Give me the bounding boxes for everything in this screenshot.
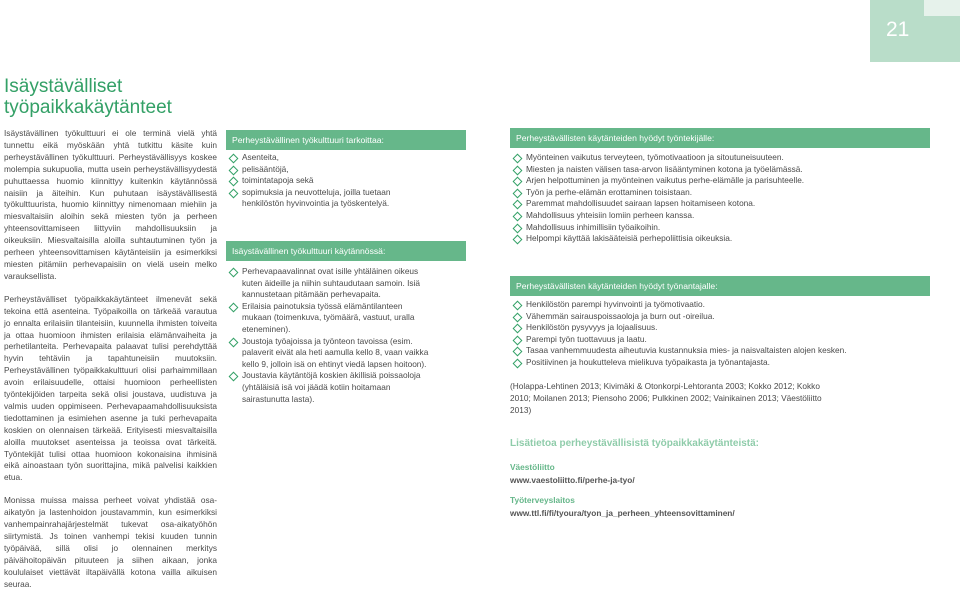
list-item: Joustoja työajoissa ja työnteon tavoissa (esim. palaverit eivät ala heti aamulla kello 8, vaan vaikka kello 9, jolloin isä on ehtinyt viedä lapsen hoitoon). <box>230 336 430 371</box>
list-item: Positiivinen ja houkutteleva mielikuva työpaikasta ja työnantajasta. <box>514 357 914 369</box>
diamond-bullet-icon <box>229 268 239 278</box>
corner-decoration <box>924 0 960 16</box>
diamond-bullet-icon <box>229 177 239 187</box>
diamond-bullet-icon <box>513 359 523 369</box>
body-column <box>4 128 217 602</box>
list-item: Perhevapaavalinnat ovat isille yhtäläinen oikeus kuten äideille ja niihin suhtaudutaan samoin. Isiä kannustetaan pitämään perhevapaita. <box>230 266 430 301</box>
box-heading-practice: Isäystävällinen työkulttuuri käytännössä: <box>226 241 466 261</box>
list-item: Henkilöstön parempi hyvinvointi ja työmotivaatio. <box>514 299 914 311</box>
link-vaestoliitto[interactable]: www.vaestoliitto.fi/perhe-ja-tyo/ <box>510 475 635 485</box>
diamond-bullet-icon <box>513 200 523 210</box>
page-number: 21 <box>886 18 910 41</box>
diamond-bullet-icon <box>513 154 523 164</box>
box-heading-employer-benefits: Perheystävällisten käytänteiden hyödyt työnantajalle: <box>510 276 930 296</box>
list-item: Vähemmän sairauspoissaoloja ja burn out -oireilua. <box>514 311 914 323</box>
list-item: Helpompi käyttää lakisääteisiä perhepoliittisia oikeuksia. <box>514 233 894 245</box>
diamond-bullet-icon <box>229 302 239 312</box>
list-item: Mahdollisuus inhimillisiin työaikoihin. <box>514 222 894 234</box>
diamond-bullet-icon <box>229 165 239 175</box>
list-item: pelisääntöjä, <box>230 164 430 176</box>
diamond-bullet-icon <box>513 235 523 245</box>
link-ttl[interactable]: www.ttl.fi/fi/tyoura/tyon_ja_perheen_yhteensovittaminen/ <box>510 508 735 518</box>
diamond-bullet-icon <box>513 223 523 233</box>
list-item: Arjen helpottuminen ja myönteinen vaikutus perhe-elämälle ja parisuhteelle. <box>514 175 894 187</box>
link-label-ttl: Työterveyslaitos <box>510 495 575 505</box>
body-paragraph: Isäystävällinen työkulttuuri ei ole terminä vielä yhtä tunnettu eikä myöskään yhtä tutkittu käsite kuin perheystävällinen työkulttuuri. Perheystävällisyys koskee molempia sukupuolia, mutta usein perheystävällisyydestä puhuttaessa huomio kiinnittyy kuitenkin käytännössä naisiin ja äiteihin. Kun puhutaan isäystävällisestä työkulttuurista, huomio kiinnittyy nimenomaan miehiin ja miesvaltaisiin aloihin sekä miesten työn ja perheen yhteensovittamiseen liittyviin mahdollisuuksiin ja oikeuksiin. Miesvaltaisilla aloilla suhtautuminen työn ja perheen yhteensovittamisen käytänteisiin ja esimerkiksi miesten pitämiin perhevapaisiin on vielä usein melko varauksellista. <box>4 128 217 281</box>
diamond-bullet-icon <box>513 335 523 345</box>
employee-benefits-list <box>514 152 894 245</box>
diamond-bullet-icon <box>229 372 239 382</box>
list-item: Erilaisia painotuksia työssä elämäntilanteen mukaan (toimenkuva, työmäärä, vastuut, uralla eteneminen). <box>230 301 430 336</box>
diamond-bullet-icon <box>513 188 523 198</box>
list-item: sopimuksia ja neuvotteluja, joilla tuetaan henkilöstön hyvinvointia ja työskentelyä. <box>230 187 430 210</box>
diamond-bullet-icon <box>513 301 523 311</box>
diamond-bullet-icon <box>513 212 523 222</box>
box-heading-employee-benefits: Perheystävällisten käytänteiden hyödyt työntekijälle: <box>510 128 930 148</box>
list-item: Miesten ja naisten välisen tasa-arvon lisääntyminen kotona ja työelämässä. <box>514 164 894 176</box>
list-item: Asenteita, <box>230 152 430 164</box>
list-item: Tasaa vanhemmuudesta aiheutuvia kustannuksia mies- ja naisvaltaisten alojen kesken. <box>514 345 914 357</box>
link-label-vaestoliitto: Väestöliitto <box>510 462 555 472</box>
list-item: Mahdollisuus yhteisiin lomiin perheen kanssa. <box>514 210 894 222</box>
definition-list <box>230 152 430 210</box>
diamond-bullet-icon <box>229 337 239 347</box>
list-item: Työn ja perhe-elämän erottaminen toisistaan. <box>514 187 894 199</box>
page-title: Isäystävälliset työpaikkakäytänteet <box>4 76 172 118</box>
body-paragraph: Monissa muissa maissa perheet voivat yhdistää osa-aikatyön ja lastenhoidon joustavammin, kun esimerkiksi vanhempainrahajärjestelmät tukevat osa-aikatyöhön siirtymistä. Js toinen vanhempi tekisi kuuden tunnin työpäivää, sillä olisi jo olennainen merkitys päivähoitopäivän pituuteen ja siihen aikaan, jonka koululaiset viettävät iltapäivällä kotona vailla aikuisen seuraa. <box>4 495 217 589</box>
diamond-bullet-icon <box>513 312 523 322</box>
more-info-heading: Lisätietoa perheystävällisistä työpaikkakäytänteistä: <box>510 438 760 449</box>
diamond-bullet-icon <box>513 324 523 334</box>
list-item: Henkilöstön pysyvyys ja lojaalisuus. <box>514 322 914 334</box>
diamond-bullet-icon <box>513 347 523 357</box>
list-item: Parempi työn tuottavuus ja laatu. <box>514 334 914 346</box>
box-heading-definition: Perheystävällinen työkulttuuri tarkoittaa: <box>226 130 466 150</box>
diamond-bullet-icon <box>513 165 523 175</box>
list-item: Myönteinen vaikutus terveyteen, työmotivaatioon ja sitoutuneisuuteen. <box>514 152 894 164</box>
list-item: Joustavia käytäntöjä koskien äkillisiä poissaoloja (yhtäläisiä isä voi jäädä kotiin hoitamaan sairastunutta lasta). <box>230 370 430 405</box>
list-item: Paremmat mahdollisuudet sairaan lapsen hoitamiseen kotona. <box>514 198 894 210</box>
list-item: toimintatapoja sekä <box>230 175 430 187</box>
diamond-bullet-icon <box>513 177 523 187</box>
diamond-bullet-icon <box>229 154 239 164</box>
employer-benefits-list <box>514 299 914 369</box>
diamond-bullet-icon <box>229 188 239 198</box>
practice-list <box>230 266 430 405</box>
body-paragraph: Perheystävälliset työpaikkakäytänteet ilmenevät sekä tekoina että asenteina. Työpaikoilla on tärkeää varautua jo ennalta erilaisiin tilanteisiin, kuunnella ihmisten toiveita ja ottaa huomioon ihmisten erilaisia elämänvaiheita ja perhetilanteita. Perhevapaita palaavat tulisi perehdyttää hyvin tehtäviin ja tapahtuneisiin muutoksiin. Perheystävällinen työpaikkakulttuuri olisi parhaimmillaan avoin erilaisuudelle, ottaisi huomioon perheellisten työntekijöiden tarpeita sekä olisi joustava, uudistuva ja valmis uuden oppimiseen. Perhevapaamahdollisuuksista tiedottaminen ja esimiehen asenne ja tuki perhevapaita koskien on olennaisen tärkeää. Erityisesti miesvaltaisilla aloilla muutokset asenteissa ja teoissa ovat tärkeitä. Työntekijät tulisi ottaa huomioon kokonaisina ihmisinä eikä ainoastaan työn suorittajina, mikä palvelisi kaikkien etua. <box>4 293 217 483</box>
sources-citation: (Holappa-Lehtinen 2013; Kivimäki & Otonkorpi-Lehtoranta 2003; Kokko 2012; Kokko 2010; Moilanen 2013; Piensoho 2006; Pulkkinen 2002; Vainikainen 2013; Väestöliitto 2013) <box>510 381 822 415</box>
